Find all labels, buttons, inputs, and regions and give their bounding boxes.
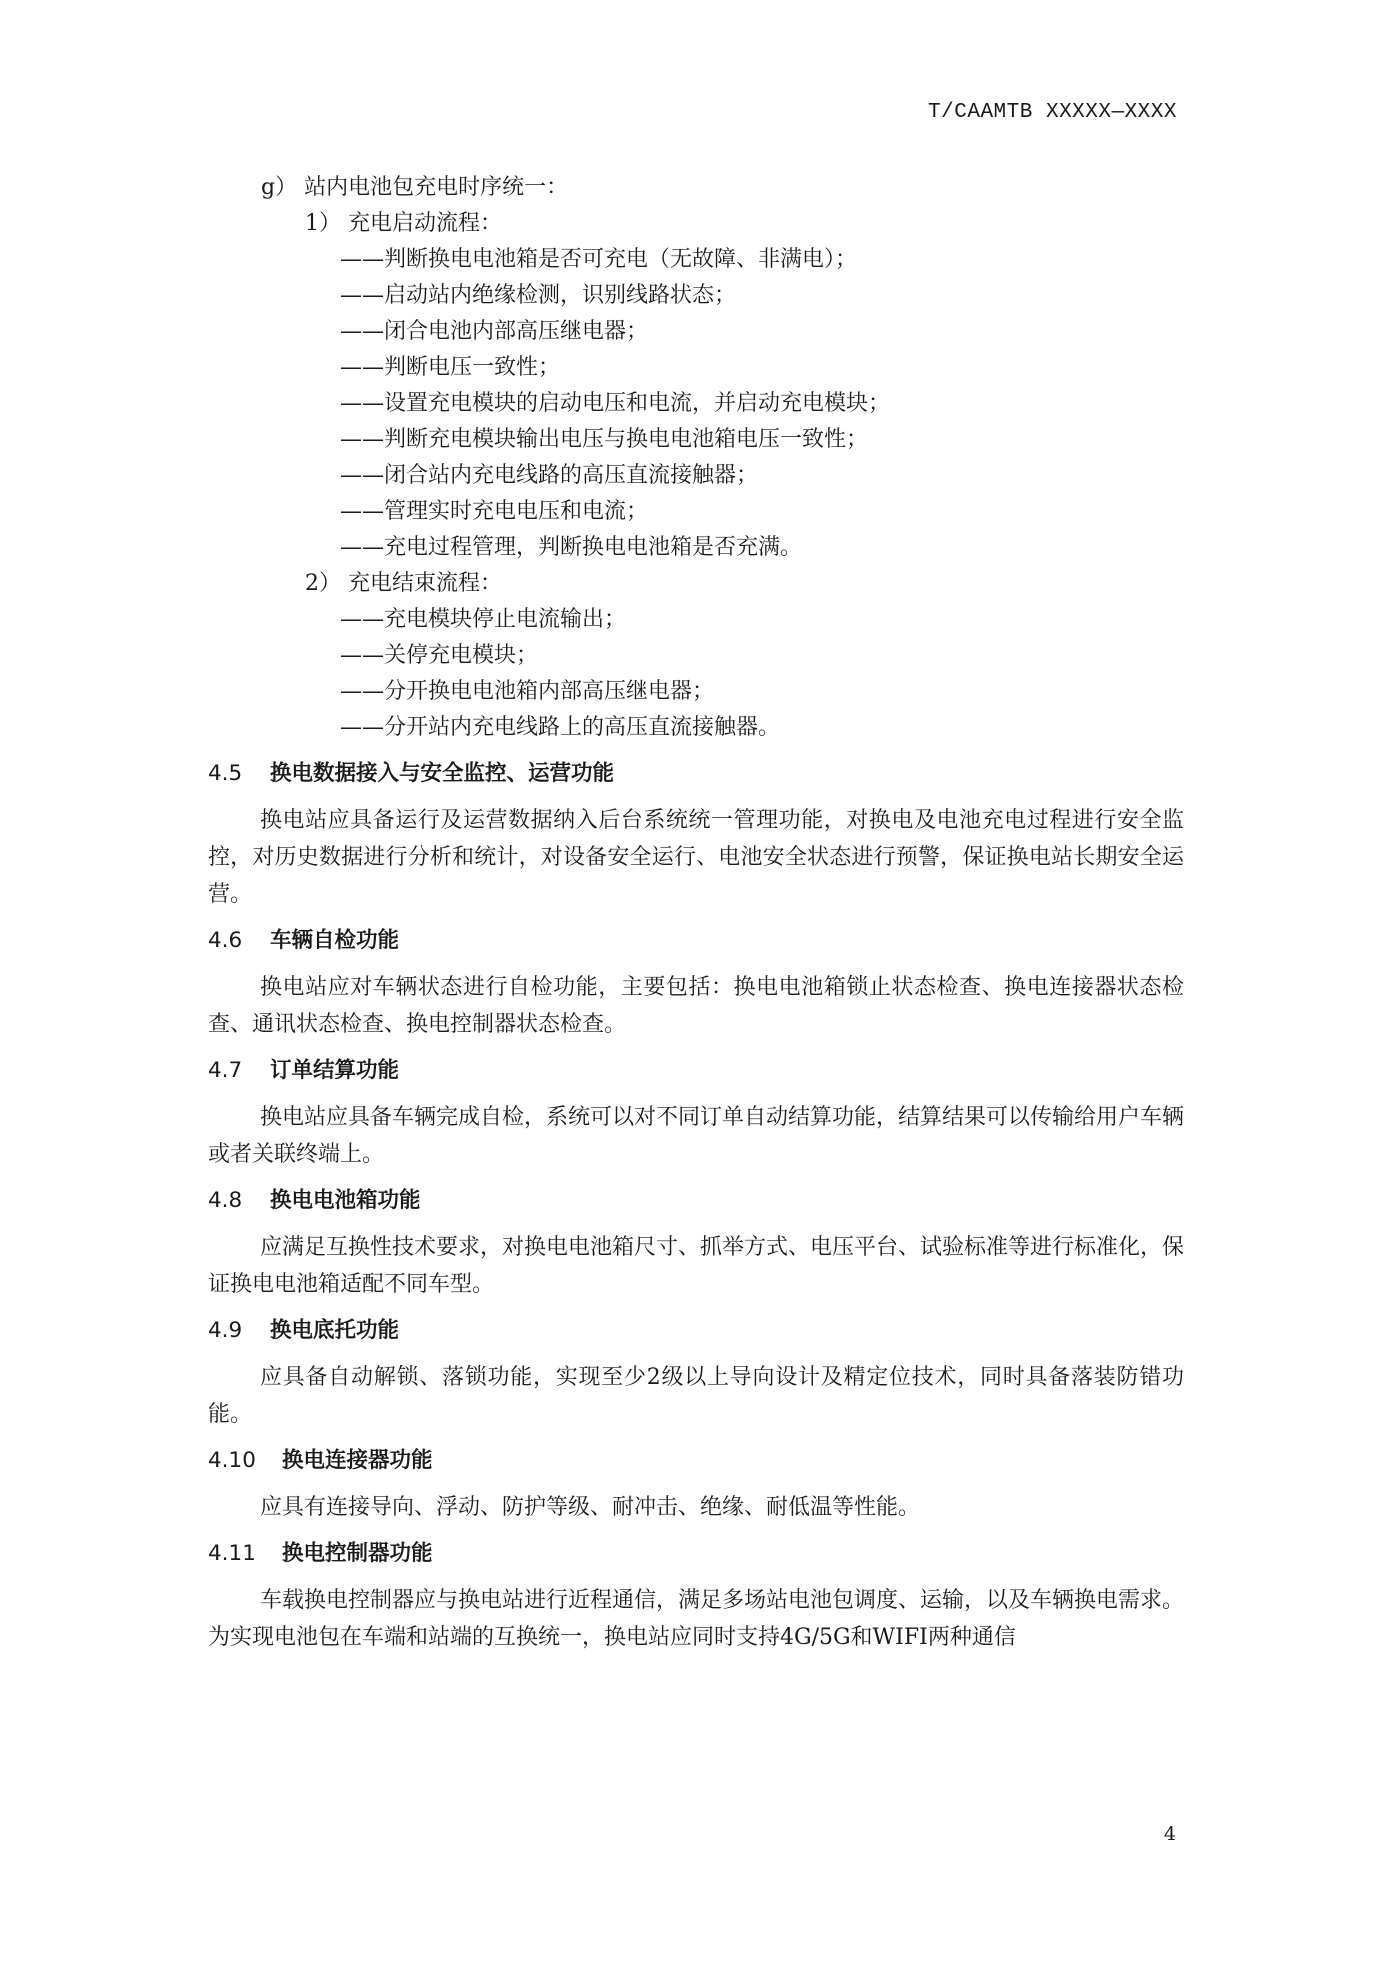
page-number: 4: [1163, 1823, 1176, 1845]
list-item: ——充电过程管理，判断换电电池箱是否充满。: [340, 535, 803, 560]
section-title: 换电控制器功能: [282, 1541, 433, 1566]
section-number: 4.6: [208, 928, 243, 953]
section-heading-4-6: [208, 923, 1184, 959]
list-item: ——闭合电池内部高压继电器；: [340, 319, 649, 344]
section-paragraph: 车载换电控制器应与换电站进行近程通信，满足多场站电池包调度、运输，以及车辆换电需求。为实现电池包在车端和站端的互换统一，换电站应同时支持4G/5G和WIFI两种通信: [208, 1588, 1185, 1650]
subsection-charge-end: 2） 充电结束流程：: [305, 571, 502, 596]
subsection-charge-start: 1） 充电启动流程：: [305, 211, 502, 236]
document-body: [208, 170, 1184, 1664]
section-heading-4-8: [208, 1183, 1184, 1219]
section-title: 换电底托功能: [270, 1318, 400, 1343]
section-paragraph: 换电站应对车辆状态进行自检功能，主要包括：换电电池箱锁止状态检查、换电连接器状态检查、通讯状态检查、换电控制器状态检查。: [208, 975, 1184, 1037]
list-item: ——判断电压一致性；: [340, 355, 561, 380]
list-item: ——设置充电模块的启动电压和电流，并启动充电模块；: [340, 391, 891, 416]
list-item: ——判断充电模块输出电压与换电电池箱电压一致性；: [340, 427, 869, 452]
section-title: 换电连接器功能: [282, 1448, 433, 1473]
section-heading-4-11: [208, 1536, 1184, 1572]
document-code-header: T/CAAMTB XXXXX—XXXX: [928, 101, 1177, 124]
section-heading-4-9: [208, 1313, 1184, 1349]
list-item: ——分开站内充电线路上的高压直流接触器。: [340, 715, 781, 740]
section-paragraph: 换电站应具备车辆完成自检，系统可以对不同订单自动结算功能，结算结果可以传输给用户车辆或者关联终端上。: [208, 1105, 1185, 1167]
list-item: ——关停充电模块；: [340, 643, 539, 668]
section-title: 换电电池箱功能: [270, 1188, 421, 1213]
section-heading-4-10: [208, 1443, 1184, 1479]
list-item: ——闭合站内充电线路的高压直流接触器；: [340, 463, 759, 488]
section-number: 4.5: [208, 761, 243, 786]
section-paragraph: 应具有连接导向、浮动、防护等级、耐冲击、绝缘、耐低温等性能。: [260, 1495, 921, 1520]
section-paragraph: 应具备自动解锁、落锁功能，实现至少2级以上导向设计及精定位技术，同时具备落装防错功能。: [208, 1365, 1184, 1427]
section-title: 订单结算功能: [270, 1058, 400, 1083]
list-item: ——分开换电电池箱内部高压继电器；: [340, 679, 715, 704]
list-item: ——判断换电电池箱是否可充电（无故障、非满电）；: [340, 247, 858, 272]
section-number: 4.9: [208, 1318, 243, 1343]
list-item-g: g） 站内电池包充电时序统一：: [261, 175, 569, 200]
section-heading-4-7: [208, 1053, 1184, 1089]
list-item: ——管理实时充电电压和电流；: [340, 499, 649, 524]
section-number: 4.11: [208, 1541, 256, 1566]
section-paragraph: 应满足互换性技术要求，对换电电池箱尺寸、抓举方式、电压平台、试验标准等进行标准化，保证换电电池箱适配不同车型。: [208, 1235, 1185, 1297]
section-title: 车辆自检功能: [270, 928, 400, 953]
list-item: ——启动站内绝缘检测，识别线路状态；: [340, 283, 737, 308]
section-paragraph: 换电站应具备运行及运营数据纳入后台系统统一管理功能，对换电及电池充电过程进行安全监控，对历史数据进行分析和统计，对设备安全运行、电池安全状态进行预警，保证换电站长期安全运营。: [208, 808, 1184, 907]
list-item: ——充电模块停止电流输出；: [340, 607, 627, 632]
section-title: 换电数据接入与安全监控、运营功能: [270, 761, 615, 786]
section-heading-4-5: [208, 756, 1184, 792]
section-number: 4.10: [208, 1448, 256, 1473]
section-number: 4.7: [208, 1058, 243, 1083]
section-number: 4.8: [208, 1188, 243, 1213]
